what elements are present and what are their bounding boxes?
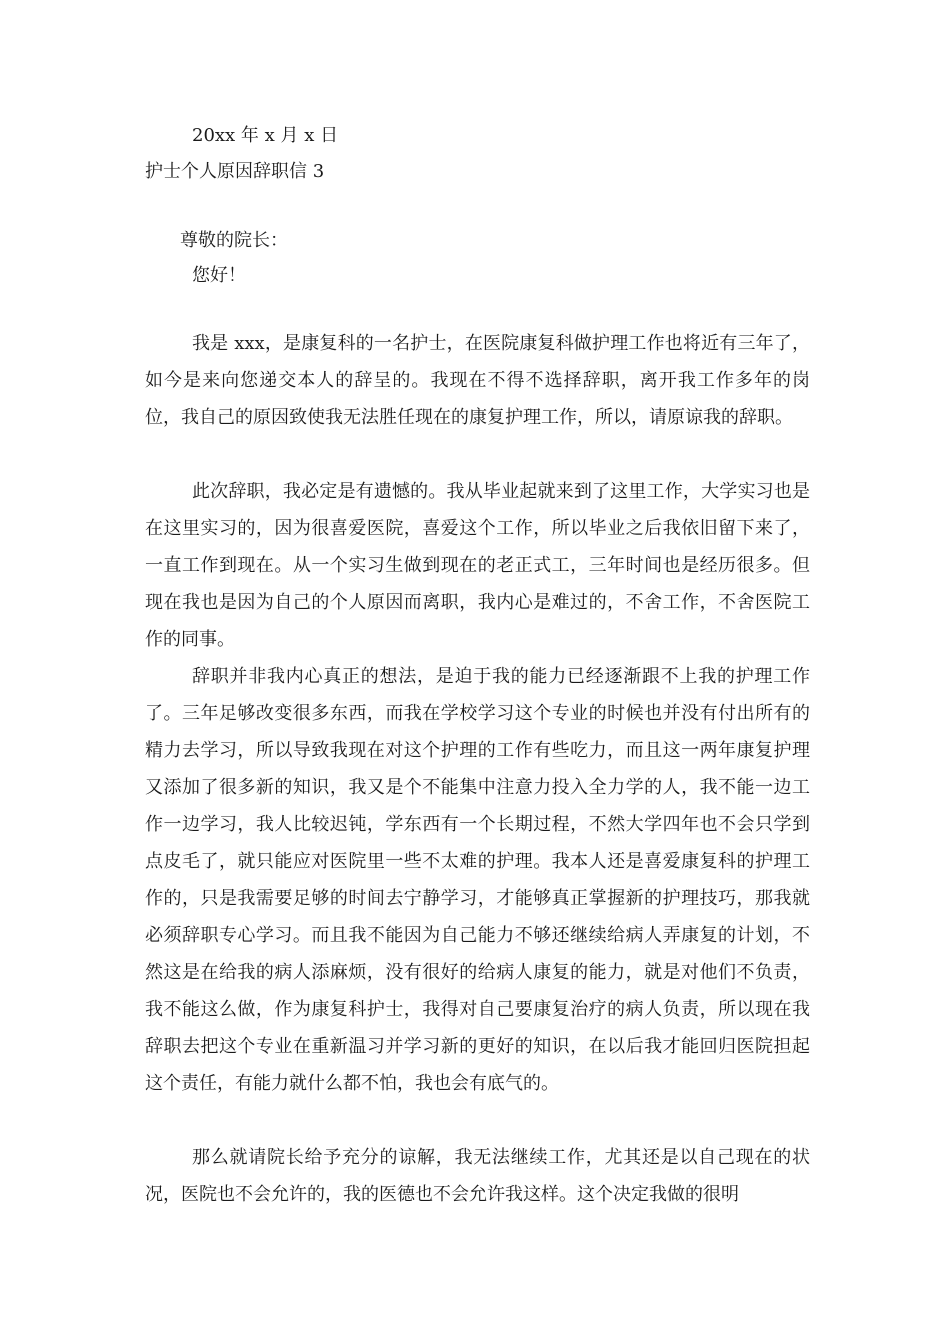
letter-date: 20xx 年 x 月 x 日 xyxy=(192,125,339,146)
body-paragraph-2: 此次辞职，我必定是有遗憾的。我从毕业起就来到了这里工作，大学实习也是在这里实习的，因为很喜爱医院，喜爱这个工作，所以毕业之后我依旧留下来了，一直工作到现在。从一个实习生做到现在的老正式工，三年时间也是经历很多。但现在我也是因为自己的个人原因而离职，我内心是难过的，不舍工作，不舍医院工作的同事。 xyxy=(145,481,810,650)
letter-greeting: 您好！ xyxy=(192,265,246,286)
body-paragraph-3: 辞职并非我内心真正的想法，是迫于我的能力已经逐渐跟不上我的护理工作了。三年足够改变很多东西，而我在学校学习这个专业的时候也并没有付出所有的精力去学习，所以导致我现在对这个护理的工作有些吃力，而且这一两年康复护理又添加了很多新的知识，我又是个不能集中注意力投入全力学的人，我不能一边工作一边学习，我人比较迟钝，学东西有一个长期过程，不然大学四年也不会只学到点皮毛了，就只能应对医院里一些不太难的护理。我本人还是喜爱康复科的护理工作的，只是我需要足够的时间去宁静学习，才能够真正掌握新的护理技巧，那我就必须辞职专心学习。而且我不能因为自己能力不够还继续给病人弄康复的计划，不然这是在给我的病人添麻烦，没有很好的给病人康复的能力，就是对他们不负责，我不能这么做，作为康复科护士，我得对自己要康复治疗的病人负责，所以现在我辞职去把这个专业在重新温习并学习新的更好的知识，在以后我才能回归医院担起这个责任，有能力就什么都不怕，我也会有底气的。 xyxy=(145,666,810,1094)
body-paragraph-1: 我是 xxx，是康复科的一名护士，在医院康复科做护理工作也将近有三年了，如今是来向您递交本人的辞呈的。我现在不得不选择辞职，离开我工作多年的岗位，我自己的原因致使我无法胜任现在的康复护理工作，所以，请原谅我的辞职。 xyxy=(145,333,810,428)
body-paragraph-4: 那么就请院长给予充分的谅解，我无法继续工作，尤其还是以自己现在的状况，医院也不会允许的，我的医德也不会允许我这样。这个决定我做的很明 xyxy=(145,1147,810,1205)
letter-salutation: 尊敬的院长： xyxy=(180,230,288,251)
letter-title: 护士个人原因辞职信 3 xyxy=(145,161,325,182)
